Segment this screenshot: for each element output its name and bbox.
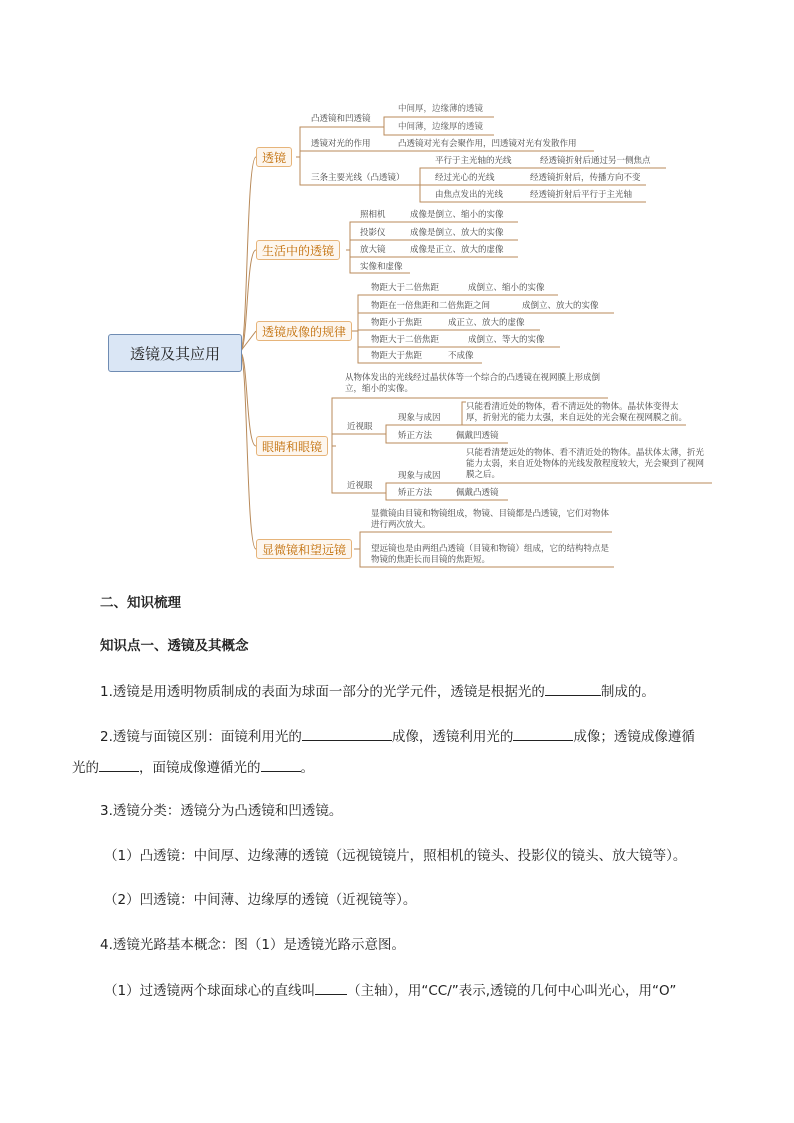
node-concave-def: 中间薄，边缘厚的透镜 <box>398 122 484 132</box>
node-rule3: 物距小于焦距 <box>371 318 423 328</box>
mind-map-root: 透镜及其应用 <box>108 334 242 372</box>
node-rule4-result: 成倒立、等大的实像 <box>468 335 545 345</box>
node-rule1: 物距大于二倍焦距 <box>371 283 440 293</box>
fill-blank[interactable] <box>261 757 301 772</box>
node-myopia: 近视眼 <box>347 422 373 432</box>
node-hyperopia-fix-label: 矫正方法 <box>398 488 433 498</box>
node-telescope-text: 望远镜也是由两组凸透镜（目镜和物镜）组成，它的结构特点是物镜的焦距长而目镜的焦距短。 <box>371 544 610 565</box>
node-myopia-cause-label: 现象与成因 <box>398 413 441 423</box>
paragraph-3: 3.透镜分类：透镜分为凸透镜和凹透镜。 <box>100 803 343 819</box>
node-rule4: 物距大于二倍焦距 <box>371 335 440 345</box>
node-convex-def: 中间厚，边缘薄的透镜 <box>398 104 484 114</box>
node-three-rays: 三条主要光线（凸透镜） <box>311 173 405 183</box>
node-camera-result: 成像是倒立、缩小的实像 <box>410 210 504 220</box>
node-myopia-fix: 佩戴凹透镜 <box>456 431 499 441</box>
node-magnifier: 放大镜 <box>360 245 386 255</box>
branch-lenses-in-life: 生活中的透镜 <box>256 240 340 260</box>
section-title: 二、知识梳理 <box>100 595 181 611</box>
node-ray2: 经过光心的光线 <box>435 173 495 183</box>
branch-microscope-telescope: 显微镜和望远镜 <box>256 539 352 559</box>
node-ray3: 由焦点发出的光线 <box>435 190 504 200</box>
paragraph-4: （1）凸透镜：中间厚、边缘薄的透镜（远视镜镜片，照相机的镜头、投影仪的镜头、放大镜等）。 <box>104 848 687 864</box>
node-rule5: 物距大于焦距 <box>371 351 423 361</box>
node-microscope-text: 显微镜由目镜和物镜组成，物镜、目镜都是凸透镜，它们对物体进行两次放大。 <box>371 509 610 530</box>
paragraph-2: 2.透镜与面镜区别：面镜利用光的 成像，透镜利用光的 成像；透镜成像遵循 <box>100 726 740 747</box>
node-convex-concave: 凸透镜和凹透镜 <box>311 114 371 124</box>
node-projector-result: 成像是倒立、放大的实像 <box>410 228 504 238</box>
paragraph-6: 4.透镜光路基本概念：图（1）是透镜光路示意图。 <box>100 937 405 953</box>
node-rule1-result: 成倒立、缩小的实像 <box>468 283 545 293</box>
fill-blank[interactable] <box>545 681 601 696</box>
node-lens-effect-text: 凸透镜对光有会聚作用，凹透镜对光有发散作用 <box>398 139 577 149</box>
node-ray1: 平行于主光轴的光线 <box>435 156 512 166</box>
fill-blank[interactable] <box>513 726 573 741</box>
knowledge-point-title: 知识点一、透镜及其概念 <box>100 638 249 654</box>
branch-imaging-rules: 透镜成像的规律 <box>256 321 352 341</box>
node-rule5-result: 不成像 <box>448 351 474 361</box>
node-camera: 照相机 <box>360 210 386 220</box>
node-lens-effect: 透镜对光的作用 <box>311 139 371 149</box>
fill-blank[interactable] <box>302 726 392 741</box>
paragraph-5: （2）凹透镜：中间薄、边缘厚的透镜（近视镜等）。 <box>104 892 417 908</box>
node-rule3-result: 成正立、放大的虚像 <box>448 318 525 328</box>
branch-lens: 透镜 <box>256 147 292 167</box>
node-eye-text: 从物体发出的光线经过晶状体等一个综合的凸透镜在视网膜上形成倒立，缩小的实像。 <box>345 373 601 394</box>
node-ray2-result: 经透镜折射后，传播方向不变 <box>530 173 641 183</box>
node-ray3-result: 经透镜折射后平行于主光轴 <box>530 190 633 200</box>
node-rule2-result: 成倒立、放大的实像 <box>522 301 599 311</box>
node-ray1-result: 经透镜折射后通过另一侧焦点 <box>540 156 651 166</box>
node-hyperopia-fix: 佩戴凸透镜 <box>456 488 499 498</box>
paragraph-2-cont: 光的 ，面镜成像遵循光的 。 <box>72 757 712 778</box>
node-myopia-cause: 只能看清近处的物体，看不清远处的物体。晶状体变得太厚，折射光的能力太强，来自远处的光会聚在视网膜之前。 <box>466 402 688 423</box>
node-myopia-fix-label: 矫正方法 <box>398 431 433 441</box>
node-real-virtual: 实像和虚像 <box>360 262 403 272</box>
fill-blank[interactable] <box>315 980 347 995</box>
paragraph-1: 1.透镜是用透明物质制成的表面为球面一部分的光学元件，透镜是根据光的 制成的。 <box>100 681 740 702</box>
node-projector: 投影仪 <box>360 228 386 238</box>
node-rule2: 物距在一倍焦距和二倍焦距之间 <box>371 301 491 311</box>
node-hyperopia-cause: 只能看清楚远处的物体、看不清近处的物体。晶状体太薄，折光能力太弱，来自近处物体的光线发散程度较大，光会聚到了视网膜之后。 <box>466 448 705 480</box>
node-hyperopia-cause-label: 现象与成因 <box>398 471 441 481</box>
branch-eyes-glasses: 眼睛和眼镜 <box>256 436 328 456</box>
paragraph-7: （1）过透镜两个球面球心的直线叫 （主轴），用“CC/”表示,透镜的几何中心叫光心，用“O” <box>104 980 744 1001</box>
node-magnifier-result: 成像是正立、放大的虚像 <box>410 245 504 255</box>
node-hyperopia: 近视眼 <box>347 481 373 491</box>
fill-blank[interactable] <box>99 757 139 772</box>
